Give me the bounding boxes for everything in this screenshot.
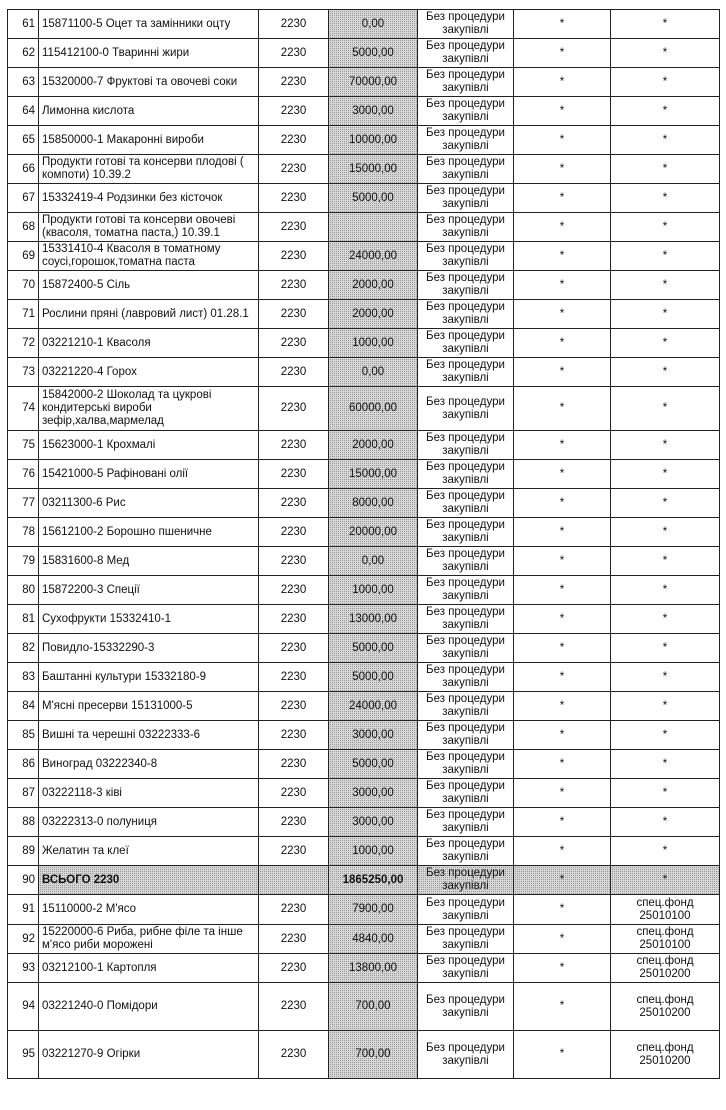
item-name: 03221210-1 Квасоля xyxy=(39,329,259,358)
procurement-procedure: Без процедури закупівлі xyxy=(418,518,514,547)
amount: 700,00 xyxy=(329,1031,418,1079)
procurement-procedure: Без процедури закупівлі xyxy=(418,721,514,750)
expense-code: 2230 xyxy=(259,576,329,605)
amount: 3000,00 xyxy=(329,97,418,126)
expense-code: 2230 xyxy=(259,97,329,126)
mark: * xyxy=(514,837,611,866)
item-name: Рослини пряні (лавровий лист) 01.28.1 xyxy=(39,300,259,329)
procurement-procedure: Без процедури закупівлі xyxy=(418,1031,514,1079)
fund-source: * xyxy=(611,692,720,721)
fund-source: спец.фонд 25010200 xyxy=(611,954,720,983)
row-number: 95 xyxy=(8,1031,39,1079)
row-number: 74 xyxy=(8,387,39,431)
row-number: 86 xyxy=(8,750,39,779)
amount: 0,00 xyxy=(329,358,418,387)
procurement-procedure: Без процедури закупівлі xyxy=(418,460,514,489)
amount: 1000,00 xyxy=(329,837,418,866)
expense-code: 2230 xyxy=(259,489,329,518)
fund-source: * xyxy=(611,808,720,837)
fund-source: * xyxy=(611,489,720,518)
fund-source: * xyxy=(611,10,720,39)
mark: * xyxy=(514,866,611,895)
procurement-procedure: Без процедури закупівлі xyxy=(418,663,514,692)
procurement-procedure: Без процедури закупівлі xyxy=(418,750,514,779)
mark: * xyxy=(514,954,611,983)
item-name: Баштанні культури 15332180-9 xyxy=(39,663,259,692)
expense-code: 2230 xyxy=(259,634,329,663)
procurement-procedure: Без процедури закупівлі xyxy=(418,866,514,895)
mark: * xyxy=(514,808,611,837)
table-row xyxy=(8,213,720,242)
item-name: 15332419-4 Родзинки без кісточок xyxy=(39,184,259,213)
item-name: Повидло-15332290-3 xyxy=(39,634,259,663)
procurement-procedure: Без процедури закупівлі xyxy=(418,39,514,68)
mark: * xyxy=(514,300,611,329)
item-name: Виноград 03222340-8 xyxy=(39,750,259,779)
row-number: 71 xyxy=(8,300,39,329)
expense-code: 2230 xyxy=(259,126,329,155)
table-row xyxy=(8,329,720,358)
item-name: 15623000-1 Крохмалі xyxy=(39,431,259,460)
row-number: 78 xyxy=(8,518,39,547)
row-number: 94 xyxy=(8,983,39,1031)
row-number: 91 xyxy=(8,895,39,925)
expense-code: 2230 xyxy=(259,431,329,460)
mark: * xyxy=(514,460,611,489)
amount: 2000,00 xyxy=(329,431,418,460)
mark: * xyxy=(514,576,611,605)
row-number: 66 xyxy=(8,155,39,184)
fund-source: * xyxy=(611,155,720,184)
mark: * xyxy=(514,605,611,634)
table-row xyxy=(8,358,720,387)
table-row xyxy=(8,97,720,126)
row-number: 83 xyxy=(8,663,39,692)
expense-code: 2230 xyxy=(259,184,329,213)
item-name: 15110000-2 М'ясо xyxy=(39,895,259,925)
amount: 3000,00 xyxy=(329,808,418,837)
amount: 2000,00 xyxy=(329,271,418,300)
fund-source: * xyxy=(611,358,720,387)
table-row xyxy=(8,750,720,779)
expense-code: 2230 xyxy=(259,68,329,97)
fund-source: * xyxy=(611,68,720,97)
fund-source: спец.фонд 25010100 xyxy=(611,895,720,925)
row-number: 61 xyxy=(8,10,39,39)
procurement-procedure: Без процедури закупівлі xyxy=(418,895,514,925)
item-name: 03222313-0 полуниця xyxy=(39,808,259,837)
row-number: 75 xyxy=(8,431,39,460)
table-row xyxy=(8,184,720,213)
expense-code: 2230 xyxy=(259,547,329,576)
amount: 1000,00 xyxy=(329,576,418,605)
table-row xyxy=(8,547,720,576)
fund-source: * xyxy=(611,750,720,779)
amount: 70000,00 xyxy=(329,68,418,97)
table-row xyxy=(8,431,720,460)
fund-source: * xyxy=(611,634,720,663)
amount xyxy=(329,213,418,242)
amount: 0,00 xyxy=(329,10,418,39)
mark: * xyxy=(514,155,611,184)
mark: * xyxy=(514,634,611,663)
item-name: 15842000-2 Шоколад та цукрові кондитерські вироби зефір,халва,мармелад xyxy=(39,387,259,431)
item-name: 15220000-6 Риба, рибне філе та інше м'ясо риби морожені xyxy=(39,925,259,954)
amount: 60000,00 xyxy=(329,387,418,431)
item-name: 15831600-8 Мед xyxy=(39,547,259,576)
item-name: Сухофрукти 15332410-1 xyxy=(39,605,259,634)
mark: * xyxy=(514,39,611,68)
table-row xyxy=(8,954,720,983)
mark: * xyxy=(514,213,611,242)
item-name: Лимонна кислота xyxy=(39,97,259,126)
table-row xyxy=(8,68,720,97)
fund-source: * xyxy=(611,184,720,213)
expense-code: 2230 xyxy=(259,605,329,634)
table-row xyxy=(8,692,720,721)
row-number: 63 xyxy=(8,68,39,97)
procurement-procedure: Без процедури закупівлі xyxy=(418,271,514,300)
amount: 5000,00 xyxy=(329,39,418,68)
expense-code: 2230 xyxy=(259,387,329,431)
procurement-procedure: Без процедури закупівлі xyxy=(418,126,514,155)
mark: * xyxy=(514,431,611,460)
amount: 5000,00 xyxy=(329,184,418,213)
expense-code: 2230 xyxy=(259,692,329,721)
amount: 5000,00 xyxy=(329,750,418,779)
item-name: 15850000-1 Макаронні вироби xyxy=(39,126,259,155)
procurement-procedure: Без процедури закупівлі xyxy=(418,329,514,358)
procurement-procedure: Без процедури закупівлі xyxy=(418,155,514,184)
fund-source: * xyxy=(611,721,720,750)
procurement-procedure: Без процедури закупівлі xyxy=(418,10,514,39)
procurement-procedure: Без процедури закупівлі xyxy=(418,634,514,663)
item-name: 03211300-6 Рис xyxy=(39,489,259,518)
amount: 10000,00 xyxy=(329,126,418,155)
fund-source: * xyxy=(611,39,720,68)
fund-source: * xyxy=(611,329,720,358)
fund-source: * xyxy=(611,837,720,866)
row-number: 77 xyxy=(8,489,39,518)
table-row xyxy=(8,576,720,605)
expense-code: 2230 xyxy=(259,895,329,925)
item-name: Продукти готові та консерви плодові ( компоти) 10.39.2 xyxy=(39,155,259,184)
mark: * xyxy=(514,329,611,358)
row-number: 92 xyxy=(8,925,39,954)
fund-source: * xyxy=(611,866,720,895)
row-number: 79 xyxy=(8,547,39,576)
expense-code: 2230 xyxy=(259,925,329,954)
fund-source: * xyxy=(611,779,720,808)
mark: * xyxy=(514,925,611,954)
amount: 700,00 xyxy=(329,983,418,1031)
mark: * xyxy=(514,97,611,126)
procurement-procedure: Без процедури закупівлі xyxy=(418,489,514,518)
amount: 5000,00 xyxy=(329,663,418,692)
fund-source: * xyxy=(611,663,720,692)
mark: * xyxy=(514,126,611,155)
procurement-procedure: Без процедури закупівлі xyxy=(418,431,514,460)
item-name: 115412100-0 Тваринні жири xyxy=(39,39,259,68)
mark: * xyxy=(514,1031,611,1079)
item-name: 15872400-5 Сіль xyxy=(39,271,259,300)
procurement-procedure: Без процедури закупівлі xyxy=(418,213,514,242)
procurement-procedure: Без процедури закупівлі xyxy=(418,605,514,634)
row-number: 89 xyxy=(8,837,39,866)
amount: 7900,00 xyxy=(329,895,418,925)
row-number: 80 xyxy=(8,576,39,605)
table-row xyxy=(8,155,720,184)
mark: * xyxy=(514,692,611,721)
table-row xyxy=(8,895,720,925)
table-row xyxy=(8,808,720,837)
mark: * xyxy=(514,547,611,576)
procurement-table xyxy=(7,9,720,1079)
fund-source: * xyxy=(611,213,720,242)
row-number: 72 xyxy=(8,329,39,358)
amount: 8000,00 xyxy=(329,489,418,518)
procurement-procedure: Без процедури закупівлі xyxy=(418,300,514,329)
expense-code: 2230 xyxy=(259,779,329,808)
expense-code: 2230 xyxy=(259,837,329,866)
expense-code: 2230 xyxy=(259,300,329,329)
table-row xyxy=(8,460,720,489)
procurement-procedure: Без процедури закупівлі xyxy=(418,242,514,271)
row-number: 70 xyxy=(8,271,39,300)
fund-source: * xyxy=(611,97,720,126)
item-name: 03221220-4 Горох xyxy=(39,358,259,387)
amount: 24000,00 xyxy=(329,242,418,271)
procurement-procedure: Без процедури закупівлі xyxy=(418,692,514,721)
expense-code: 2230 xyxy=(259,358,329,387)
procurement-procedure: Без процедури закупівлі xyxy=(418,358,514,387)
row-number: 90 xyxy=(8,866,39,895)
table-row xyxy=(8,779,720,808)
item-name: 15331410-4 Квасоля в томатному соусі,горошок,томатна паста xyxy=(39,242,259,271)
procurement-procedure: Без процедури закупівлі xyxy=(418,837,514,866)
mark: * xyxy=(514,983,611,1031)
amount: 13800,00 xyxy=(329,954,418,983)
row-number: 76 xyxy=(8,460,39,489)
expense-code: 2230 xyxy=(259,39,329,68)
amount: 24000,00 xyxy=(329,692,418,721)
table-row xyxy=(8,10,720,39)
expense-code: 2230 xyxy=(259,954,329,983)
fund-source: спец.фонд 25010200 xyxy=(611,983,720,1031)
row-number: 65 xyxy=(8,126,39,155)
row-number: 68 xyxy=(8,213,39,242)
table-body xyxy=(8,10,720,1079)
procurement-procedure: Без процедури закупівлі xyxy=(418,808,514,837)
fund-source: * xyxy=(611,300,720,329)
table-row xyxy=(8,721,720,750)
procurement-procedure: Без процедури закупівлі xyxy=(418,184,514,213)
amount: 13000,00 xyxy=(329,605,418,634)
amount: 1865250,00 xyxy=(329,866,418,895)
row-number: 85 xyxy=(8,721,39,750)
mark: * xyxy=(514,68,611,97)
fund-source: спец.фонд 25010200 xyxy=(611,1031,720,1079)
table-row xyxy=(8,39,720,68)
expense-code: 2230 xyxy=(259,721,329,750)
amount: 15000,00 xyxy=(329,155,418,184)
item-name: 15872200-3 Спеції xyxy=(39,576,259,605)
item-name: 15421000-5 Рафіновані олії xyxy=(39,460,259,489)
row-number: 87 xyxy=(8,779,39,808)
item-name: М'ясні пресерви 15131000-5 xyxy=(39,692,259,721)
table-row xyxy=(8,605,720,634)
item-name: 15871100-5 Оцет та замінники оцту xyxy=(39,10,259,39)
table-row xyxy=(8,925,720,954)
amount: 15000,00 xyxy=(329,460,418,489)
mark: * xyxy=(514,358,611,387)
item-name: 03221240-0 Помідори xyxy=(39,983,259,1031)
row-number: 62 xyxy=(8,39,39,68)
expense-code: 2230 xyxy=(259,663,329,692)
table-row xyxy=(8,126,720,155)
fund-source: * xyxy=(611,460,720,489)
expense-code: 2230 xyxy=(259,750,329,779)
expense-code: 2230 xyxy=(259,242,329,271)
row-number: 82 xyxy=(8,634,39,663)
table-row xyxy=(8,663,720,692)
procurement-procedure: Без процедури закупівлі xyxy=(418,576,514,605)
amount: 2000,00 xyxy=(329,300,418,329)
amount: 0,00 xyxy=(329,547,418,576)
table-row xyxy=(8,300,720,329)
fund-source: * xyxy=(611,576,720,605)
amount: 5000,00 xyxy=(329,634,418,663)
fund-source: * xyxy=(611,387,720,431)
expense-code xyxy=(259,866,329,895)
expense-code: 2230 xyxy=(259,983,329,1031)
amount: 1000,00 xyxy=(329,329,418,358)
row-number: 88 xyxy=(8,808,39,837)
expense-code: 2230 xyxy=(259,155,329,184)
procurement-procedure: Без процедури закупівлі xyxy=(418,983,514,1031)
procurement-procedure: Без процедури закупівлі xyxy=(418,387,514,431)
row-number: 69 xyxy=(8,242,39,271)
item-name: Продукти готові та консерви овочеві (квасоля, томатна паста,) 10.39.1 xyxy=(39,213,259,242)
mark: * xyxy=(514,489,611,518)
row-number: 93 xyxy=(8,954,39,983)
fund-source: * xyxy=(611,605,720,634)
procurement-procedure: Без процедури закупівлі xyxy=(418,547,514,576)
item-name: 03212100-1 Картопля xyxy=(39,954,259,983)
mark: * xyxy=(514,242,611,271)
row-number: 73 xyxy=(8,358,39,387)
item-name: Желатин та клеї xyxy=(39,837,259,866)
expense-code: 2230 xyxy=(259,808,329,837)
fund-source: * xyxy=(611,126,720,155)
mark: * xyxy=(514,10,611,39)
item-name: ВСЬОГО 2230 xyxy=(39,866,259,895)
row-number: 67 xyxy=(8,184,39,213)
expense-code: 2230 xyxy=(259,213,329,242)
fund-source: * xyxy=(611,431,720,460)
table-row xyxy=(8,387,720,431)
item-name: 03221270-9 Огірки xyxy=(39,1031,259,1079)
mark: * xyxy=(514,663,611,692)
procurement-procedure: Без процедури закупівлі xyxy=(418,954,514,983)
amount: 20000,00 xyxy=(329,518,418,547)
table-row xyxy=(8,518,720,547)
expense-code: 2230 xyxy=(259,1031,329,1079)
fund-source: * xyxy=(611,547,720,576)
mark: * xyxy=(514,750,611,779)
mark: * xyxy=(514,518,611,547)
table-row xyxy=(8,1031,720,1079)
row-number: 84 xyxy=(8,692,39,721)
table-row xyxy=(8,489,720,518)
mark: * xyxy=(514,779,611,808)
fund-source: спец.фонд 25010100 xyxy=(611,925,720,954)
mark: * xyxy=(514,184,611,213)
procurement-procedure: Без процедури закупівлі xyxy=(418,925,514,954)
amount: 4840,00 xyxy=(329,925,418,954)
item-name: 15320000-7 Фруктові та овочеві соки xyxy=(39,68,259,97)
procurement-procedure: Без процедури закупівлі xyxy=(418,97,514,126)
row-number: 64 xyxy=(8,97,39,126)
expense-code: 2230 xyxy=(259,10,329,39)
procurement-procedure: Без процедури закупівлі xyxy=(418,779,514,808)
mark: * xyxy=(514,721,611,750)
amount: 3000,00 xyxy=(329,779,418,808)
procurement-procedure: Без процедури закупівлі xyxy=(418,68,514,97)
expense-code: 2230 xyxy=(259,329,329,358)
amount: 3000,00 xyxy=(329,721,418,750)
table-row xyxy=(8,271,720,300)
fund-source: * xyxy=(611,271,720,300)
mark: * xyxy=(514,271,611,300)
expense-code: 2230 xyxy=(259,460,329,489)
expense-code: 2230 xyxy=(259,271,329,300)
item-name: Вишні та черешні 03222333-6 xyxy=(39,721,259,750)
table-row xyxy=(8,983,720,1031)
table-row xyxy=(8,837,720,866)
mark: * xyxy=(514,387,611,431)
item-name: 15612100-2 Борошно пшеничне xyxy=(39,518,259,547)
expense-code: 2230 xyxy=(259,518,329,547)
row-number: 81 xyxy=(8,605,39,634)
fund-source: * xyxy=(611,242,720,271)
table-row xyxy=(8,634,720,663)
table-row xyxy=(8,866,720,895)
fund-source: * xyxy=(611,518,720,547)
item-name: 03222118-3 ківі xyxy=(39,779,259,808)
table-row xyxy=(8,242,720,271)
mark: * xyxy=(514,895,611,925)
